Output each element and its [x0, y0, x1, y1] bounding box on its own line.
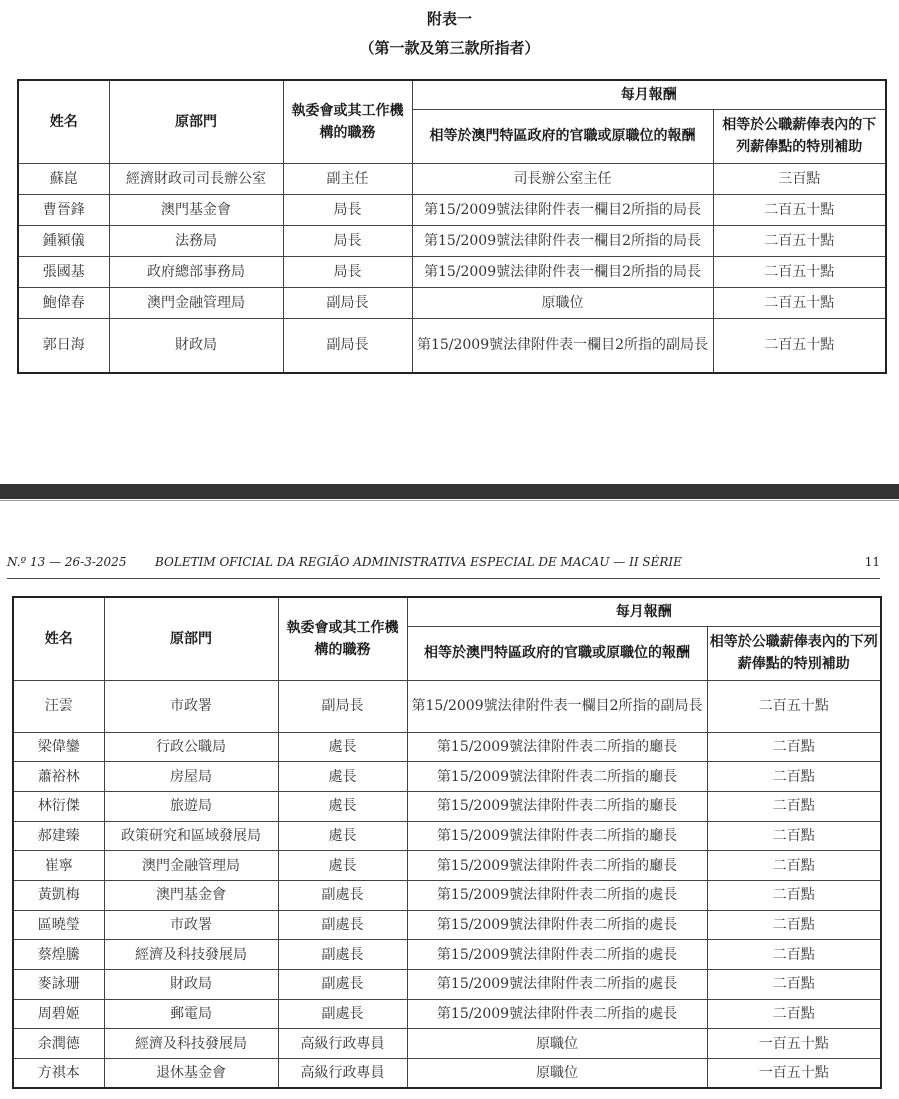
running-header: [7, 553, 880, 575]
cell-equiv-pay: 第15/2009號法律附件表二所指的處長: [407, 999, 707, 1029]
cell-name: 區曉瑩: [13, 910, 104, 940]
header-equiv-pay: 相等於澳門特區政府的官職或原職位的報酬: [412, 109, 713, 163]
cell-allowance: 二百點: [707, 851, 881, 881]
cell-department: 經濟財政司司長辦公室: [109, 163, 283, 194]
cell-name: 郭日海: [18, 318, 109, 373]
cell-department: 經濟及科技發展局: [104, 940, 278, 970]
cell-position: 處長: [278, 821, 407, 851]
table-row: [13, 1059, 881, 1089]
cell-name: 張國基: [18, 256, 109, 287]
cell-position: 副局長: [283, 318, 412, 373]
cell-allowance: 二百點: [707, 880, 881, 910]
cell-equiv-pay: 第15/2009號法律附件表二所指的廳長: [407, 762, 707, 792]
cell-equiv-pay: 第15/2009號法律附件表二所指的廳長: [407, 821, 707, 851]
cell-position: 處長: [278, 791, 407, 821]
cell-name: 林衍傑: [13, 791, 104, 821]
cell-equiv-pay: 第15/2009號法律附件表一欄目2所指的局長: [412, 225, 713, 256]
cell-allowance: 二百點: [707, 940, 881, 970]
cell-equiv-pay: 原職位: [407, 1059, 707, 1089]
cell-allowance: 二百點: [707, 970, 881, 1000]
header-position: 執委會或其工作機構的職務: [278, 597, 407, 680]
cell-name: 鍾潁儀: [18, 225, 109, 256]
page-number: 11: [864, 555, 880, 569]
cell-department: 澳門金融管理局: [104, 851, 278, 881]
cell-department: 澳門基金會: [109, 194, 283, 225]
cell-allowance: 二百五十點: [713, 225, 886, 256]
header-monthly-pay: 每月報酬: [407, 597, 881, 626]
table-row: [18, 194, 886, 225]
table-row: [13, 999, 881, 1029]
cell-equiv-pay: 原職位: [412, 287, 713, 318]
table-row: [18, 287, 886, 318]
cell-department: 退休基金會: [104, 1059, 278, 1089]
cell-department: 市政署: [104, 910, 278, 940]
cell-allowance: 二百五十點: [707, 680, 881, 732]
cell-department: 行政公職局: [104, 732, 278, 762]
cell-department: 房屋局: [104, 762, 278, 792]
cell-allowance: 二百點: [707, 999, 881, 1029]
cell-name: 汪雲: [13, 680, 104, 732]
cell-name: 鮑偉春: [18, 287, 109, 318]
cell-equiv-pay: 第15/2009號法律附件表二所指的處長: [407, 910, 707, 940]
page-break-band: [0, 484, 899, 499]
cell-name: 周碧姬: [13, 999, 104, 1029]
table-row: [13, 970, 881, 1000]
cell-name: 麥詠珊: [13, 970, 104, 1000]
cell-position: 處長: [278, 762, 407, 792]
header-department: 原部門: [109, 80, 283, 163]
cell-department: 政策研究和區域發展局: [104, 821, 278, 851]
cell-department: 旅遊局: [104, 791, 278, 821]
cell-position: 高級行政專員: [278, 1029, 407, 1059]
header-position: 執委會或其工作機構的職務: [283, 80, 412, 163]
header-department: 原部門: [104, 597, 278, 680]
annex-subtitle: （第一款及第三款所指者）: [359, 39, 540, 57]
cell-allowance: 二百五十點: [713, 287, 886, 318]
cell-position: 副處長: [278, 880, 407, 910]
cell-equiv-pay: 第15/2009號法律附件表一欄目2所指的副局長: [407, 680, 707, 732]
header-rule: [7, 578, 880, 579]
cell-position: 處長: [278, 732, 407, 762]
header-allowance: 相等於公職薪俸表內的下列薪俸點的特別補助: [713, 109, 886, 163]
cell-name: 郝建臻: [13, 821, 104, 851]
table-row: [13, 680, 881, 732]
header-monthly-pay: 每月報酬: [412, 80, 886, 109]
cell-allowance: 二百點: [707, 762, 881, 792]
cell-name: 余潤德: [13, 1029, 104, 1059]
cell-department: 澳門基金會: [104, 880, 278, 910]
bulletin-title: BOLETIM OFICIAL DA REGIÃO ADMINISTRATIVA ESPECIAL DE MACAU — II SÉRIE: [155, 555, 682, 569]
cell-allowance: 二百點: [707, 910, 881, 940]
table-row: [18, 256, 886, 287]
page-break-line: [0, 500, 899, 501]
cell-position: 副主任: [283, 163, 412, 194]
header-name: 姓名: [13, 597, 104, 680]
table-row: [18, 163, 886, 194]
cell-name: 崔寧: [13, 851, 104, 881]
cell-allowance: 三百點: [713, 163, 886, 194]
cell-position: 副局長: [278, 680, 407, 732]
annex-title: 附表一: [426, 10, 472, 28]
table-row: [18, 318, 886, 373]
cell-equiv-pay: 第15/2009號法律附件表二所指的廳長: [407, 791, 707, 821]
remuneration-table-part2: [12, 596, 882, 1089]
cell-department: 財政局: [109, 318, 283, 373]
table-row: [13, 762, 881, 792]
cell-position: 副處長: [278, 970, 407, 1000]
cell-department: 澳門金融管理局: [109, 287, 283, 318]
cell-department: 政府總部事務局: [109, 256, 283, 287]
cell-position: 副局長: [283, 287, 412, 318]
remuneration-table-part1: [17, 79, 887, 374]
table2-body: [13, 680, 881, 1088]
cell-position: 副處長: [278, 910, 407, 940]
cell-allowance: 一百五十點: [707, 1029, 881, 1059]
table-row: [13, 791, 881, 821]
cell-name: 蔡煌騰: [13, 940, 104, 970]
table-row: [13, 851, 881, 881]
cell-position: 副處長: [278, 940, 407, 970]
cell-equiv-pay: 第15/2009號法律附件表二所指的處長: [407, 940, 707, 970]
cell-equiv-pay: 第15/2009號法律附件表二所指的廳長: [407, 732, 707, 762]
cell-equiv-pay: 第15/2009號法律附件表一欄目2所指的副局長: [412, 318, 713, 373]
header-equiv-pay: 相等於澳門特區政府的官職或原職位的報酬: [407, 626, 707, 680]
cell-name: 曹晉鋒: [18, 194, 109, 225]
table-row: [18, 225, 886, 256]
cell-allowance: 二百點: [707, 732, 881, 762]
table-row: [13, 1029, 881, 1059]
table-row: [13, 910, 881, 940]
table-row: [13, 880, 881, 910]
cell-allowance: 二百五十點: [713, 256, 886, 287]
table-row: [13, 732, 881, 762]
cell-position: 局長: [283, 225, 412, 256]
cell-department: 郵電局: [104, 999, 278, 1029]
cell-position: 高級行政專員: [278, 1059, 407, 1089]
cell-equiv-pay: 原職位: [407, 1029, 707, 1059]
cell-position: 副處長: [278, 999, 407, 1029]
cell-equiv-pay: 第15/2009號法律附件表二所指的處長: [407, 970, 707, 1000]
cell-name: 蘇崑: [18, 163, 109, 194]
cell-equiv-pay: 第15/2009號法律附件表一欄目2所指的局長: [412, 194, 713, 225]
cell-position: 處長: [278, 851, 407, 881]
cell-position: 局長: [283, 256, 412, 287]
cell-department: 經濟及科技發展局: [104, 1029, 278, 1059]
cell-department: 市政署: [104, 680, 278, 732]
cell-equiv-pay: 第15/2009號法律附件表二所指的廳長: [407, 851, 707, 881]
table1-body: [18, 163, 886, 373]
cell-name: 黃凱梅: [13, 880, 104, 910]
table-row: [13, 821, 881, 851]
cell-name: 蕭裕林: [13, 762, 104, 792]
cell-allowance: 二百五十點: [713, 194, 886, 225]
cell-name: 梁偉鑾: [13, 732, 104, 762]
cell-allowance: 二百點: [707, 821, 881, 851]
header-allowance: 相等於公職薪俸表內的下列薪俸點的特別補助: [707, 626, 881, 680]
cell-position: 局長: [283, 194, 412, 225]
cell-department: 財政局: [104, 970, 278, 1000]
cell-name: 方祺本: [13, 1059, 104, 1089]
cell-allowance: 一百五十點: [707, 1059, 881, 1089]
cell-allowance: 二百五十點: [713, 318, 886, 373]
issue-number-date: N.º 13 — 26-3-2025: [7, 555, 127, 569]
cell-equiv-pay: 第15/2009號法律附件表一欄目2所指的局長: [412, 256, 713, 287]
header-name: 姓名: [18, 80, 109, 163]
table-row: [13, 940, 881, 970]
cell-equiv-pay: 第15/2009號法律附件表二所指的處長: [407, 880, 707, 910]
cell-equiv-pay: 司長辦公室主任: [412, 163, 713, 194]
cell-department: 法務局: [109, 225, 283, 256]
cell-allowance: 二百點: [707, 791, 881, 821]
